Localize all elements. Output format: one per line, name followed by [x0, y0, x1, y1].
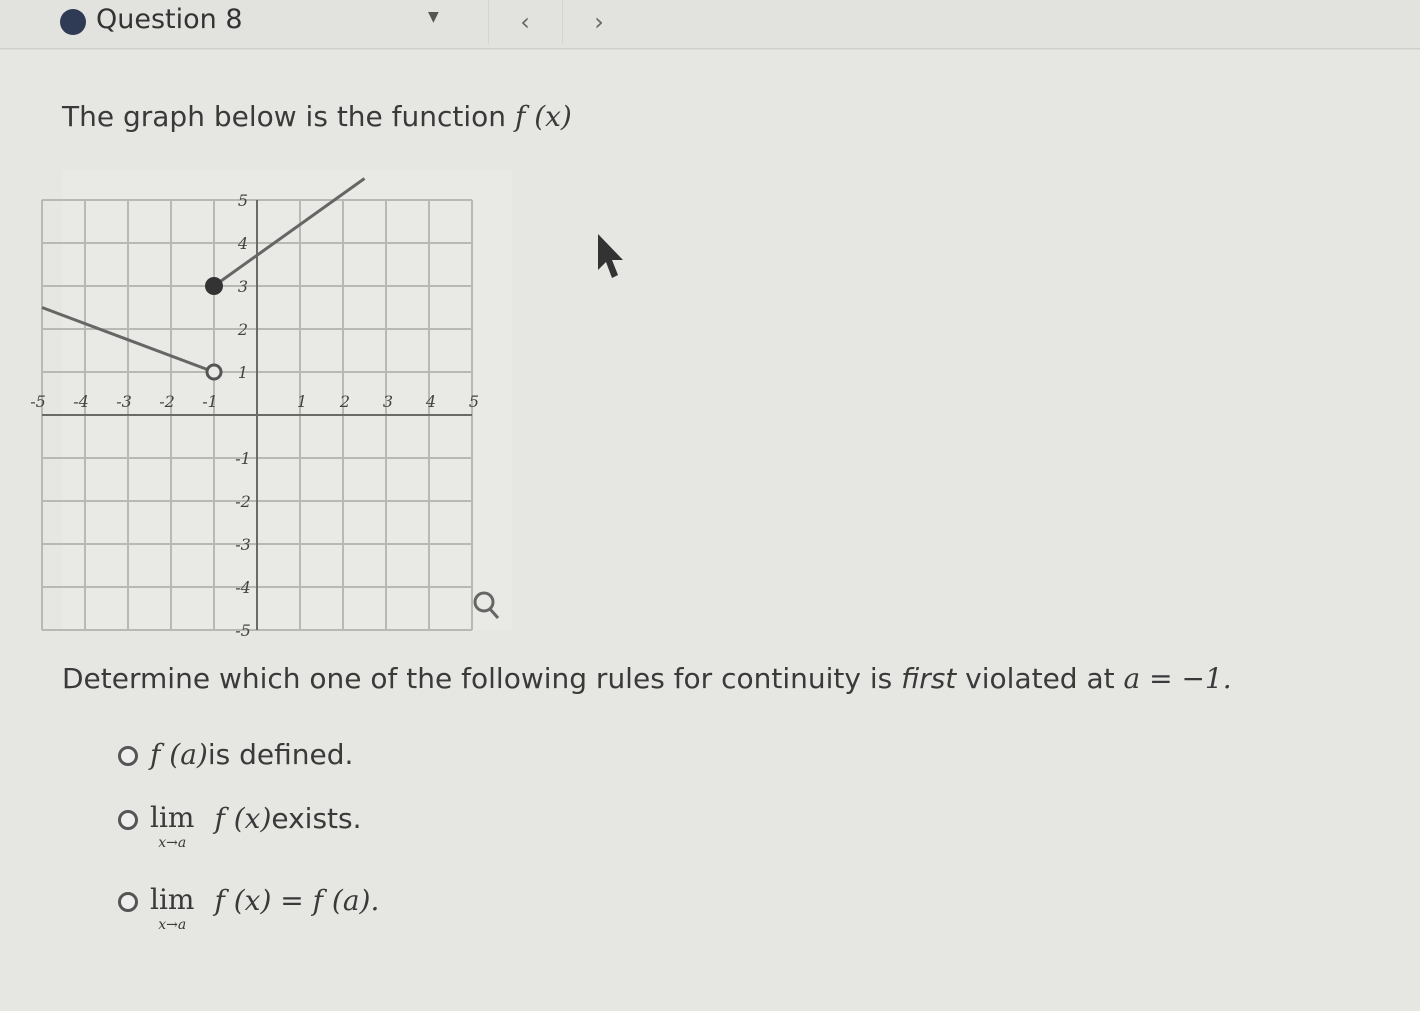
- y-tick-label: -2: [235, 492, 251, 511]
- question-header: [0, 0, 1420, 49]
- chevron-left-icon[interactable]: ‹: [488, 0, 561, 44]
- prompt-math: a = −1.: [1123, 662, 1232, 695]
- y-tick-label: 1: [237, 363, 249, 382]
- question-status-dot: [60, 9, 86, 35]
- option-text: is defined.: [207, 738, 354, 771]
- prompt-text-1: Determine which one of the following rules for continuity is: [62, 662, 902, 695]
- intro-text: The graph below is the function: [62, 100, 515, 133]
- x-tick-label: -3: [116, 392, 132, 411]
- option-text: exists.: [271, 802, 362, 835]
- question-prompt: [62, 662, 1232, 695]
- question-title[interactable]: Question 8: [96, 4, 243, 35]
- x-tick-label: 3: [382, 392, 394, 411]
- function-graph: [30, 170, 512, 640]
- limit-notation: [150, 884, 194, 934]
- intro-function: f (x): [514, 100, 572, 133]
- answer-option-3[interactable]: [118, 884, 379, 934]
- limit-notation: [150, 802, 194, 852]
- prompt-emphasis: first: [901, 662, 957, 695]
- answer-option-2[interactable]: [118, 802, 362, 852]
- x-tick-label: 2: [339, 392, 351, 411]
- x-tick-label: 1: [296, 392, 308, 411]
- y-tick-label: -1: [235, 449, 251, 468]
- x-tick-label: 5: [468, 392, 480, 411]
- y-tick-label: 2: [237, 320, 249, 339]
- lim-word: lim: [150, 801, 195, 834]
- option-math: f (a): [150, 738, 208, 771]
- y-tick-label: 5: [237, 191, 249, 210]
- lim-word: lim: [150, 883, 195, 916]
- y-tick-label: 3: [237, 277, 249, 296]
- prompt-text-2: violated at: [956, 662, 1124, 695]
- y-tick-label: -5: [235, 621, 251, 640]
- answer-option-1[interactable]: [118, 738, 353, 771]
- y-tick-label: -4: [235, 578, 251, 597]
- x-tick-label: -5: [30, 392, 46, 411]
- x-tick-label: 4: [425, 392, 437, 411]
- radio-button[interactable]: [118, 810, 138, 830]
- y-tick-label: -3: [235, 535, 251, 554]
- open-endpoint: [207, 365, 221, 379]
- x-tick-label: -2: [159, 392, 175, 411]
- radio-button[interactable]: [118, 746, 138, 766]
- option-math: f (x): [214, 802, 272, 835]
- x-tick-label: -4: [73, 392, 89, 411]
- mouse-cursor-icon: [596, 232, 626, 282]
- lim-subscript: x→a: [158, 917, 187, 933]
- lim-subscript: x→a: [158, 835, 187, 851]
- x-tick-label: -1: [202, 392, 218, 411]
- radio-button[interactable]: [118, 892, 138, 912]
- caret-down-icon[interactable]: ▼: [428, 9, 439, 25]
- chevron-right-icon[interactable]: ›: [562, 0, 635, 44]
- question-intro: [62, 100, 572, 133]
- closed-endpoint: [205, 277, 223, 295]
- option-math: f (x) = f (a).: [214, 884, 380, 917]
- y-tick-label: 4: [237, 234, 249, 253]
